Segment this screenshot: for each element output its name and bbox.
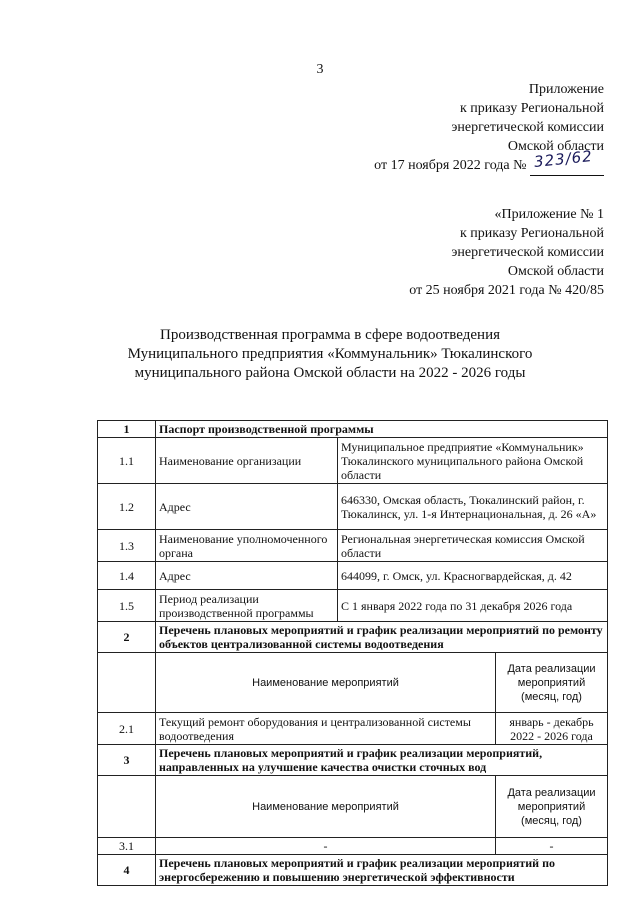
row-1-4 xyxy=(98,562,608,590)
program-passport-table xyxy=(97,420,608,886)
title-line3: муниципального района Омской области на 2022 - 2026 годы xyxy=(134,365,526,381)
annex-prior-line4: Омской области xyxy=(507,264,604,279)
row-1-5-value: С 1 января 2022 года по 31 декабря 2026 года xyxy=(338,590,608,622)
annex-current-line2: к приказу Региональной xyxy=(459,101,604,116)
section-1-title: Паспорт производственной программы xyxy=(156,421,608,438)
section-4-num: 4 xyxy=(98,855,156,886)
annex-prior-line2: к приказу Региональной xyxy=(459,226,604,241)
row-1-2 xyxy=(98,484,608,530)
title-line2: Муниципального предприятия «Коммунальник» Тюкалинского xyxy=(127,346,533,362)
row-3-1-date: - xyxy=(496,838,608,855)
row-1-3-value: Региональная энергетическая комиссия Омской области xyxy=(338,530,608,562)
title-line1: Производственная программа в сфере водоотведения xyxy=(159,327,500,343)
section-3-num: 3 xyxy=(98,745,156,776)
section-3-header-empty xyxy=(98,776,156,838)
row-1-4-num: 1.4 xyxy=(98,562,156,590)
annex-current-line3: энергетической комиссии xyxy=(451,120,604,135)
row-3-1-name: - xyxy=(156,838,496,855)
section-3-header-row xyxy=(98,776,608,838)
annex-prior-line5: от 25 ноября 2021 года № 420/85 xyxy=(409,283,604,298)
row-1-5-num: 1.5 xyxy=(98,590,156,622)
section-1-num: 1 xyxy=(98,421,156,438)
row-1-3 xyxy=(98,530,608,562)
row-1-1-label: Наименование организации xyxy=(156,438,338,484)
annex-current-line1: Приложение xyxy=(528,82,604,97)
row-1-5-label: Период реализации производственной программы xyxy=(156,590,338,622)
row-1-4-value: 644099, г. Омск, ул. Красногвардейская, д. 42 xyxy=(338,562,608,590)
row-3-1-num: 3.1 xyxy=(98,838,156,855)
section-2-title: Перечень плановых мероприятий и график реализации мероприятий по ремонту объектов централизованной системы водоотведения xyxy=(156,622,608,653)
row-2-1-num: 2.1 xyxy=(98,713,156,745)
annex-prior-block xyxy=(409,205,604,300)
section-3-title: Перечень плановых мероприятий и график реализации мероприятий, направленных на улучшение качества очистки сточных вод xyxy=(156,745,608,776)
row-1-1-num: 1.1 xyxy=(98,438,156,484)
row-1-2-num: 1.2 xyxy=(98,484,156,530)
annex-prior-line1: «Приложение № 1 xyxy=(494,207,604,222)
order-number-field xyxy=(530,146,604,176)
section-2-header-row xyxy=(98,653,608,713)
section-3-col-date: Дата реализации мероприятий (месяц, год) xyxy=(496,776,608,838)
annex-current-line4: Омской области xyxy=(507,139,604,154)
section-2-row xyxy=(98,622,608,653)
section-4-title: Перечень плановых мероприятий и график реализации мероприятий по энергосбережению и повышению энергетической эффективности xyxy=(156,855,608,886)
section-4-row xyxy=(98,855,608,886)
section-2-num: 2 xyxy=(98,622,156,653)
row-1-2-label: Адрес xyxy=(156,484,338,530)
section-2-col-name: Наименование мероприятий xyxy=(156,653,496,713)
row-2-1 xyxy=(98,713,608,745)
page-number: 3 xyxy=(316,62,324,77)
document-title xyxy=(100,326,560,383)
row-1-2-value: 646330, Омская область, Тюкалинский район, г. Тюкалинск, ул. 1-я Интернациональная, д. 26 «А» xyxy=(338,484,608,530)
row-1-4-label: Адрес xyxy=(156,562,338,590)
row-1-5 xyxy=(98,590,608,622)
row-2-1-name: Текущий ремонт оборудования и централизованной системы водоотведения xyxy=(156,713,496,745)
row-1-3-num: 1.3 xyxy=(98,530,156,562)
section-2-header-empty xyxy=(98,653,156,713)
section-1-row xyxy=(98,421,608,438)
section-2-col-date: Дата реализации мероприятий (месяц, год) xyxy=(496,653,608,713)
annex-current-date: от 17 ноября 2022 года № xyxy=(374,158,527,173)
row-3-1 xyxy=(98,838,608,855)
row-2-1-date: январь - декабрь 2022 - 2026 года xyxy=(496,713,608,745)
handwritten-order-number: 323/62 xyxy=(533,146,594,172)
section-3-row xyxy=(98,745,608,776)
row-1-1 xyxy=(98,438,608,484)
annex-current-block xyxy=(374,80,604,176)
row-1-3-label: Наименование уполномоченного органа xyxy=(156,530,338,562)
section-3-col-name: Наименование мероприятий xyxy=(156,776,496,838)
annex-prior-line3: энергетической комиссии xyxy=(451,245,604,260)
row-1-1-value: Муниципальное предприятие «Коммунальник» Тюкалинского муниципального района Омской области xyxy=(338,438,608,484)
